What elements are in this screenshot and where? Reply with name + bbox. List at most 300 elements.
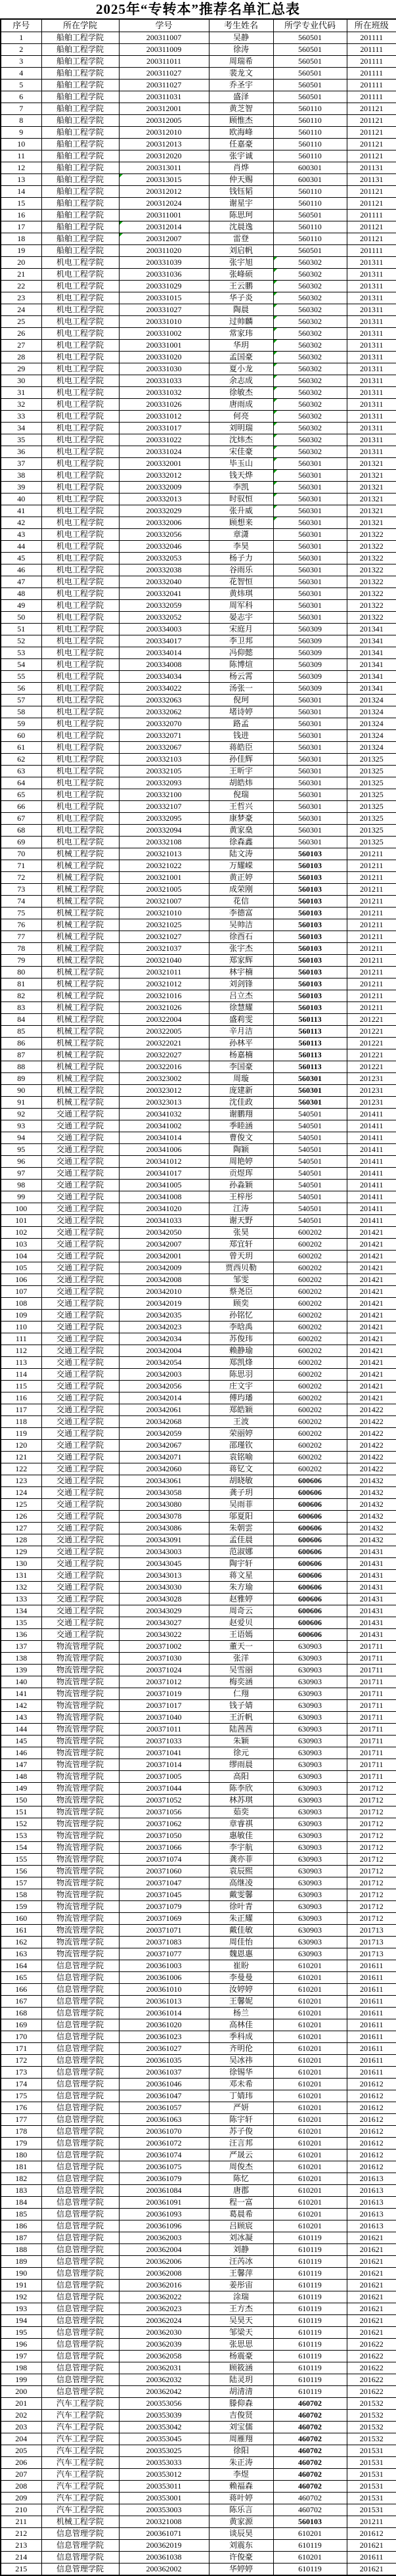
class-cell: 201321 [347,494,396,505]
row-number-cell: 109 [1,1310,41,1322]
major-code-cell: 600202 [273,1404,347,1416]
name-cell: 徐涛 [209,44,273,56]
row-number-cell: 193 [1,2303,41,2315]
name-cell: 邹梁天 [209,2327,273,2339]
student-id-cell: 200332046 [119,541,209,553]
college-cell: 机电工程学院 [41,742,119,754]
major-code-cell: 600202 [273,1286,347,1298]
column-header-index: 序号 [1,19,41,32]
college-cell: 信息管理学院 [41,2291,119,2303]
major-code-cell: 600606 [273,1629,347,1641]
student-id-cell: 200343003 [119,1546,209,1558]
major-code-cell: 560110 [273,198,347,210]
major-code-cell: 600606 [273,1570,347,1582]
college-cell: 交通工程学院 [41,1239,119,1251]
name-cell: 华婷婷 [209,2564,273,2576]
row-number-cell: 18 [1,233,41,245]
class-cell: 201611 [347,1960,396,1972]
college-cell: 信息管理学院 [41,2280,119,2291]
row-number-cell: 175 [1,2090,41,2102]
name-cell: 孟国豪 [209,352,273,363]
row-number-cell: 65 [1,789,41,801]
college-cell: 交通工程学院 [41,1144,119,1156]
table-row [1,1546,396,1558]
major-code-cell: 560309 [273,683,347,695]
table-row [1,174,396,186]
name-cell: 胡清清 [209,2386,273,2398]
student-id-cell: 200341002 [119,1120,209,1132]
major-code-cell: 560301 [273,564,347,576]
student-id-cell: 200312024 [119,198,209,210]
table-row [1,257,396,269]
student-id-cell: 200361084 [119,2185,209,2197]
table-row [1,2469,396,2481]
college-cell: 物流管理学院 [41,1877,119,1889]
row-number-cell: 212 [1,2528,41,2540]
table-row [1,1712,396,1724]
college-cell: 信息管理学院 [41,2126,119,2138]
major-code-cell: 610201 [273,2528,347,2540]
college-cell: 机电工程学院 [41,659,119,671]
class-cell: 201431 [347,1594,396,1605]
row-number-cell: 106 [1,1274,41,1286]
class-cell: 201311 [347,281,396,292]
student-id-cell: 200371044 [119,1783,209,1795]
name-cell: 朱正耀 [209,1913,273,1925]
table-row [1,1404,396,1416]
name-cell: 邹雯 [209,1274,273,1286]
student-id-cell: 200371014 [119,1759,209,1771]
class-cell: 201341 [347,635,396,647]
row-number-cell: 46 [1,564,41,576]
class-cell: 201311 [347,316,396,328]
major-code-cell: 610201 [273,2150,347,2161]
student-id-cell: 200322005 [119,1026,209,1038]
major-code-cell: 610119 [273,2564,347,2576]
table-row [1,1144,396,1156]
row-number-cell: 162 [1,1937,41,1948]
class-cell: 201421 [347,1274,396,1286]
student-id-cell: 200332040 [119,576,209,588]
class-cell: 201713 [347,1925,396,1937]
college-cell: 物流管理学院 [41,1889,119,1901]
college-cell: 物流管理学院 [41,1771,119,1783]
row-number-cell: 7 [1,103,41,115]
name-cell: 吴静 [209,32,273,44]
table-row [1,1002,396,1014]
name-cell: 沈佳政 [209,1097,273,1109]
row-number-cell: 9 [1,127,41,139]
name-cell: 朱颖 [209,1736,273,1747]
row-number-cell: 92 [1,1109,41,1120]
college-cell: 船舶工程学院 [41,162,119,174]
class-cell: 201221 [347,1026,396,1038]
college-cell: 物流管理学院 [41,1736,119,1747]
major-code-cell: 560103 [273,978,347,990]
name-cell: 陆文涛 [209,848,273,860]
college-cell: 物流管理学院 [41,1783,119,1795]
name-cell: 王馨萍 [209,2268,273,2280]
class-cell: 201221 [347,1014,396,1026]
major-code-cell: 460702 [273,2422,347,2433]
student-id-cell: 200362031 [119,2362,209,2374]
class-cell: 201211 [347,884,396,896]
major-code-cell: 560110 [273,186,347,198]
name-cell: 黄芝智 [209,103,273,115]
row-number-cell: 155 [1,1854,41,1866]
class-cell: 201322 [347,529,396,541]
table-row [1,2457,396,2469]
table-row [1,340,396,352]
major-code-cell: 610201 [273,2173,347,2185]
major-code-cell: 560113 [273,1061,347,1073]
class-cell: 201711 [347,1700,396,1712]
table-row [1,1392,396,1404]
name-cell: 吕立杰 [209,990,273,1002]
name-cell: 刘明瑞 [209,423,273,434]
column-header-class: 所在班级 [347,19,396,32]
row-number-cell: 113 [1,1357,41,1369]
row-number-cell: 159 [1,1901,41,1913]
name-cell: 郑宜轩 [209,1239,273,1251]
table-row [1,908,396,919]
student-id-cell: 200342007 [119,1239,209,1251]
row-number-cell: 131 [1,1570,41,1582]
college-cell: 汽车工程学院 [41,2457,119,2469]
student-id-cell: 200361013 [119,1996,209,2008]
table-row [1,2268,396,2280]
row-number-cell: 117 [1,1404,41,1416]
major-code-cell: 610201 [273,2031,347,2043]
major-code-cell: 560103 [273,872,347,884]
name-cell: 王云鹏 [209,281,273,292]
major-code-cell: 600202 [273,1333,347,1345]
college-cell: 交通工程学院 [41,1251,119,1262]
major-code-cell: 600606 [273,1487,347,1499]
class-cell: 201321 [347,517,396,529]
class-cell: 201711 [347,1665,396,1676]
table-row [1,1239,396,1251]
major-code-cell: 600202 [273,1452,347,1463]
major-code-cell: 600202 [273,1428,347,1440]
college-cell: 交通工程学院 [41,1523,119,1534]
major-code-cell: 560309 [273,659,347,671]
major-code-cell: 630903 [273,1747,347,1759]
row-number-cell: 163 [1,1948,41,1960]
name-cell: 徐叶青 [209,1901,273,1913]
row-number-cell: 28 [1,352,41,363]
row-number-cell: 170 [1,2031,41,2043]
table-row [1,505,396,517]
row-number-cell: 177 [1,2114,41,2126]
class-cell: 201211 [347,990,396,1002]
major-code-cell: 540501 [273,1144,347,1156]
name-cell: 郑家辉 [209,955,273,967]
column-header-college: 所在学院 [41,19,119,32]
college-cell: 物流管理学院 [41,1937,119,1948]
table-row [1,1463,396,1475]
college-cell: 交通工程学院 [41,1262,119,1274]
table-row [1,2303,396,2315]
row-number-cell: 60 [1,730,41,742]
major-code-cell: 610119 [273,2351,347,2362]
class-cell: 201711 [347,1641,396,1653]
name-cell: 戴雯馨 [209,1889,273,1901]
college-cell: 交通工程学院 [41,1404,119,1416]
class-cell: 201324 [347,695,396,706]
student-id-cell: 200331020 [119,352,209,363]
row-number-cell: 165 [1,1972,41,1984]
major-code-cell: 610201 [273,1996,347,2008]
major-code-cell: 600606 [273,1605,347,1617]
student-id-cell: 200342019 [119,1298,209,1310]
major-code-cell: 610201 [273,2114,347,2126]
student-id-cell: 200321026 [119,1002,209,1014]
table-row [1,978,396,990]
student-id-cell: 200332070 [119,718,209,730]
row-number-cell: 6 [1,91,41,103]
college-cell: 机械工程学院 [41,908,119,919]
college-cell: 信息管理学院 [41,1960,119,1972]
student-id-cell: 200341012 [119,1156,209,1168]
table-row [1,777,396,789]
table-row [1,1771,396,1783]
table-row [1,2351,396,2362]
major-code-cell: 560301 [273,458,347,470]
table-row [1,766,396,777]
row-number-cell: 57 [1,695,41,706]
student-id-cell: 200362003 [119,2232,209,2244]
student-id-cell: 200343013 [119,1570,209,1582]
name-cell: 常家玮 [209,328,273,340]
college-cell: 机械工程学院 [41,1061,119,1073]
student-id-cell: 200334008 [119,659,209,671]
student-id-cell: 200371011 [119,1724,209,1736]
name-cell: 陈李欣 [209,1783,273,1795]
row-number-cell: 68 [1,825,41,837]
major-code-cell: 560501 [273,80,347,91]
class-cell: 201325 [347,825,396,837]
row-number-cell: 96 [1,1156,41,1168]
class-cell: 201311 [347,269,396,281]
table-row [1,813,396,825]
student-id-cell: 200353025 [119,2445,209,2457]
college-cell: 交通工程学院 [41,1215,119,1227]
major-code-cell: 460702 [273,2445,347,2457]
class-cell: 201611 [347,2067,396,2079]
class-cell: 201321 [347,470,396,482]
row-number-cell: 34 [1,423,41,434]
row-number-cell: 10 [1,139,41,150]
table-row [1,1475,396,1487]
table-row [1,281,396,292]
student-id-cell: 200361057 [119,2102,209,2114]
college-cell: 船舶工程学院 [41,210,119,221]
table-row [1,1026,396,1038]
name-cell: 陈乐言 [209,2504,273,2516]
major-code-cell: 630903 [273,1901,347,1913]
class-cell: 201621 [347,2244,396,2256]
name-cell: 雷登 [209,233,273,245]
class-cell: 201211 [347,955,396,967]
college-cell: 交通工程学院 [41,1558,119,1570]
student-id-cell: 200332107 [119,801,209,813]
table-row [1,612,396,624]
name-cell: 时驭恒 [209,494,273,505]
major-code-cell: 630903 [273,1641,347,1653]
student-id-cell: 200361010 [119,1984,209,1996]
student-id-cell: 200371056 [119,1806,209,1818]
class-cell: 201621 [347,2303,396,2315]
major-code-cell: 600202 [273,1392,347,1404]
college-cell: 交通工程学院 [41,1617,119,1629]
college-cell: 信息管理学院 [41,1996,119,2008]
row-number-cell: 126 [1,1511,41,1523]
row-number-cell: 16 [1,210,41,221]
table-row [1,1889,396,1901]
name-cell: 王波 [209,1416,273,1428]
college-cell: 信息管理学院 [41,2102,119,2114]
class-cell: 201341 [347,671,396,683]
college-cell: 信息管理学院 [41,2079,119,2090]
major-code-cell: 560302 [273,257,347,269]
table-row [1,635,396,647]
college-cell: 交通工程学院 [41,1298,119,1310]
table-row [1,162,396,174]
major-code-cell: 560301 [273,730,347,742]
major-code-cell: 600606 [273,1534,347,1546]
major-code-cell: 630903 [273,1806,347,1818]
table-row [1,1286,396,1298]
name-cell: 蒋文星 [209,1570,273,1582]
college-cell: 信息管理学院 [41,2362,119,2374]
student-id-cell: 200361071 [119,2528,209,2540]
row-number-cell: 110 [1,1322,41,1333]
student-id-cell: 200331022 [119,434,209,446]
major-code-cell: 630903 [273,1842,347,1854]
name-cell: 杨震豪 [209,2351,273,2362]
major-code-cell: 560110 [273,115,347,127]
row-number-cell: 42 [1,517,41,529]
college-cell: 机电工程学院 [41,635,119,647]
student-id-cell: 200321001 [119,872,209,884]
student-id-cell: 200342059 [119,1428,209,1440]
major-code-cell: 600202 [273,1310,347,1322]
table-row [1,1310,396,1322]
column-header-major-code: 所学专业代码 [273,19,347,32]
name-cell: 荣丽婷 [209,1428,273,1440]
class-cell: 201622 [347,2362,396,2374]
major-code-cell: 560301 [273,529,347,541]
table-row [1,1783,396,1795]
major-code-cell: 600301 [273,174,347,186]
name-cell: 毕玉山 [209,458,273,470]
student-id-cell: 200334003 [119,624,209,635]
major-code-cell: 560103 [273,919,347,931]
student-id-cell: 200361020 [119,2019,209,2031]
class-cell: 201532 [347,2410,396,2422]
page-title: 2025年“专转本”推荐名单汇总表 [96,1,300,17]
name-cell: 王沂帆 [209,1712,273,1724]
student-id-cell: 200332041 [119,588,209,600]
major-code-cell: 560302 [273,281,347,292]
major-code-cell: 630903 [273,1665,347,1676]
name-cell: 陆茜茜 [209,1724,273,1736]
major-code-cell: 560113 [273,1038,347,1049]
class-cell: 201325 [347,837,396,848]
table-row [1,884,396,896]
major-code-cell: 560309 [273,635,347,647]
class-cell: 201111 [347,32,396,44]
name-cell: 范淑娜 [209,1546,273,1558]
class-cell: 201432 [347,1487,396,1499]
major-code-cell: 540501 [273,1132,347,1144]
row-number-cell: 144 [1,1724,41,1736]
table-row [1,1369,396,1381]
college-cell: 交通工程学院 [41,1180,119,1191]
college-cell: 机电工程学院 [41,671,119,683]
table-row [1,91,396,103]
class-cell: 201111 [347,245,396,257]
row-number-cell: 132 [1,1582,41,1594]
college-cell: 机电工程学院 [41,517,119,529]
major-code-cell: 600202 [273,1227,347,1239]
table-row [1,1333,396,1345]
major-code-cell: 560301 [273,766,347,777]
table-row [1,221,396,233]
name-cell: 蒋皓臣 [209,742,273,754]
row-number-cell: 107 [1,1286,41,1298]
class-cell: 201611 [347,1996,396,2008]
student-id-cell: 200341020 [119,1203,209,1215]
name-cell: 张宇诚 [209,150,273,162]
row-number-cell: 179 [1,2138,41,2150]
class-cell: 201111 [347,56,396,68]
table-row [1,434,396,446]
major-code-cell: 610201 [273,2019,347,2031]
table-row [1,1322,396,1333]
row-number-cell: 83 [1,1002,41,1014]
row-number-cell: 121 [1,1452,41,1463]
name-cell: 朱朝雲 [209,1523,273,1534]
student-id-cell: 200362019 [119,2540,209,2552]
college-cell: 交通工程学院 [41,1333,119,1345]
class-cell: 201411 [347,1215,396,1227]
name-cell: 吴帅洁 [209,919,273,931]
name-cell: 周璇 [209,1073,273,1085]
college-cell: 信息管理学院 [41,2540,119,2552]
row-number-cell: 102 [1,1227,41,1239]
student-id-cell: 200322016 [119,1061,209,1073]
college-cell: 机械工程学院 [41,967,119,978]
row-number-cell: 13 [1,174,41,186]
class-cell: 201711 [347,1771,396,1783]
table-row [1,1061,396,1073]
college-cell: 船舶工程学院 [41,32,119,44]
class-cell: 201622 [347,2351,396,2362]
student-id-cell: 200322021 [119,1038,209,1049]
major-code-cell: 560113 [273,1049,347,1061]
row-number-cell: 50 [1,612,41,624]
table-row [1,718,396,730]
row-number-cell: 147 [1,1759,41,1771]
major-code-cell: 540501 [273,1120,347,1132]
row-number-cell: 140 [1,1676,41,1688]
class-cell: 201325 [347,777,396,789]
class-cell: 201322 [347,588,396,600]
name-cell: 张升威 [209,505,273,517]
major-code-cell: 560302 [273,411,347,423]
